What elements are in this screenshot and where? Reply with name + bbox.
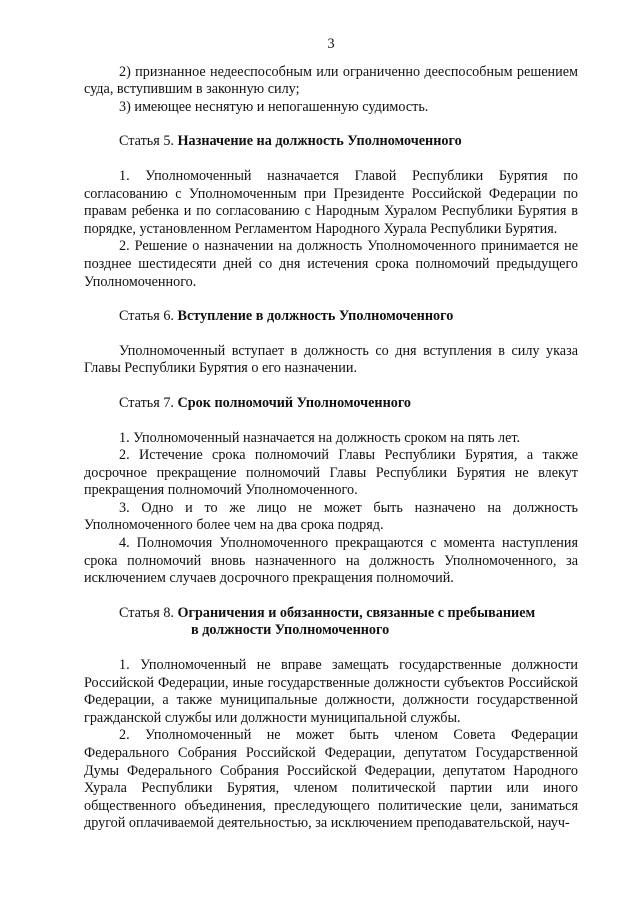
article-6-title: Вступление в должность Уполномоченного [177,308,454,325]
article-8-title: Ограничения и обязанности, связанные с пребыванием [177,604,536,621]
article-8-heading [84,605,578,640]
article-6-number: Статья 6. [119,308,174,325]
article-6-heading [84,308,578,326]
article-7-heading [84,395,578,413]
paragraph-intro-2: 3) имеющее неснятую и непогашенную судимость. [119,98,429,115]
article-8-title-continuation: в должности Уполномоченного [191,622,390,639]
article-7-number: Статья 7. [119,394,174,411]
article-7-paragraph-4: 4. Полномочия Уполномоченного прекращаются с момента наступления срока полномочий вновь назначенного на должность Уполномоченного, за исключением случаев досрочного прекращения полномочий. [84,535,578,587]
article-7-paragraph-3: 3. Одно и то же лицо не может быть назначено на должность Уполномоченного более чем на два срока подряд. [84,499,578,534]
article-5-heading [84,133,578,151]
article-6-paragraph-1: Уполномоченный вступает в должность со дня вступления в силу указа Главы Республики Бурятия о его назначении. [84,342,578,377]
article-8-paragraph-2: 2. Уполномоченный не может быть членом Совета Федерации Федерального Собрания Российской Федерации, депутатом Государственной Думы Федерального Собрания Российской Федерации, депутатом Народного Хурала Республики Бурятия, членом политической партии или иного общественного объединения, преследующего политические цели, заниматься другой оплачиваемой деятельностью, за исключением преподавательской, науч- [84,727,578,832]
article-5-title: Назначение на должность Уполномоченного [177,133,462,150]
article-7-title: Срок полномочий Уполномоченного [177,394,412,411]
article-5-paragraph-1: 1. Уполномоченный назначается Главой Республики Бурятия по согласованию с Уполномоченным при Президенте Российской Федерации по правам ребенка и по согласованию с Народным Хуралом Республики Бурятия в порядке, установленном Регламентом Народного Хурала Республики Бурятия. [84,167,578,237]
article-7-paragraph-1: 1. Уполномоченный назначается на должность сроком на пять лет. [119,429,521,446]
document-page [84,36,578,833]
paragraph-intro-1: 2) признанное недееспособным или ограниченно дееспособным решением суда, вступившим в законную силу; [84,63,578,98]
article-5-number: Статья 5. [119,133,174,150]
article-5-paragraph-2: 2. Решение о назначении на должность Уполномоченного принимается не позднее шестидесяти дней со дня истечения срока полномочий предыдущего Уполномоченного. [84,238,578,290]
article-8-number: Статья 8. [119,604,174,621]
article-8-paragraph-1: 1. Уполномоченный не вправе замещать государственные должности Российской Федерации, иные государственные должности субъектов Российской Федерации, а также муниципальные должности, должности государственной гражданской службы или должности муниципальной службы. [84,657,578,726]
page-number: 3 [327,36,335,52]
article-7-paragraph-2: 2. Истечение срока полномочий Главы Республики Бурятия, а также досрочное прекращение полномочий Главы Республики Бурятия не влекут прекращения полномочий Уполномоченного. [84,447,578,499]
